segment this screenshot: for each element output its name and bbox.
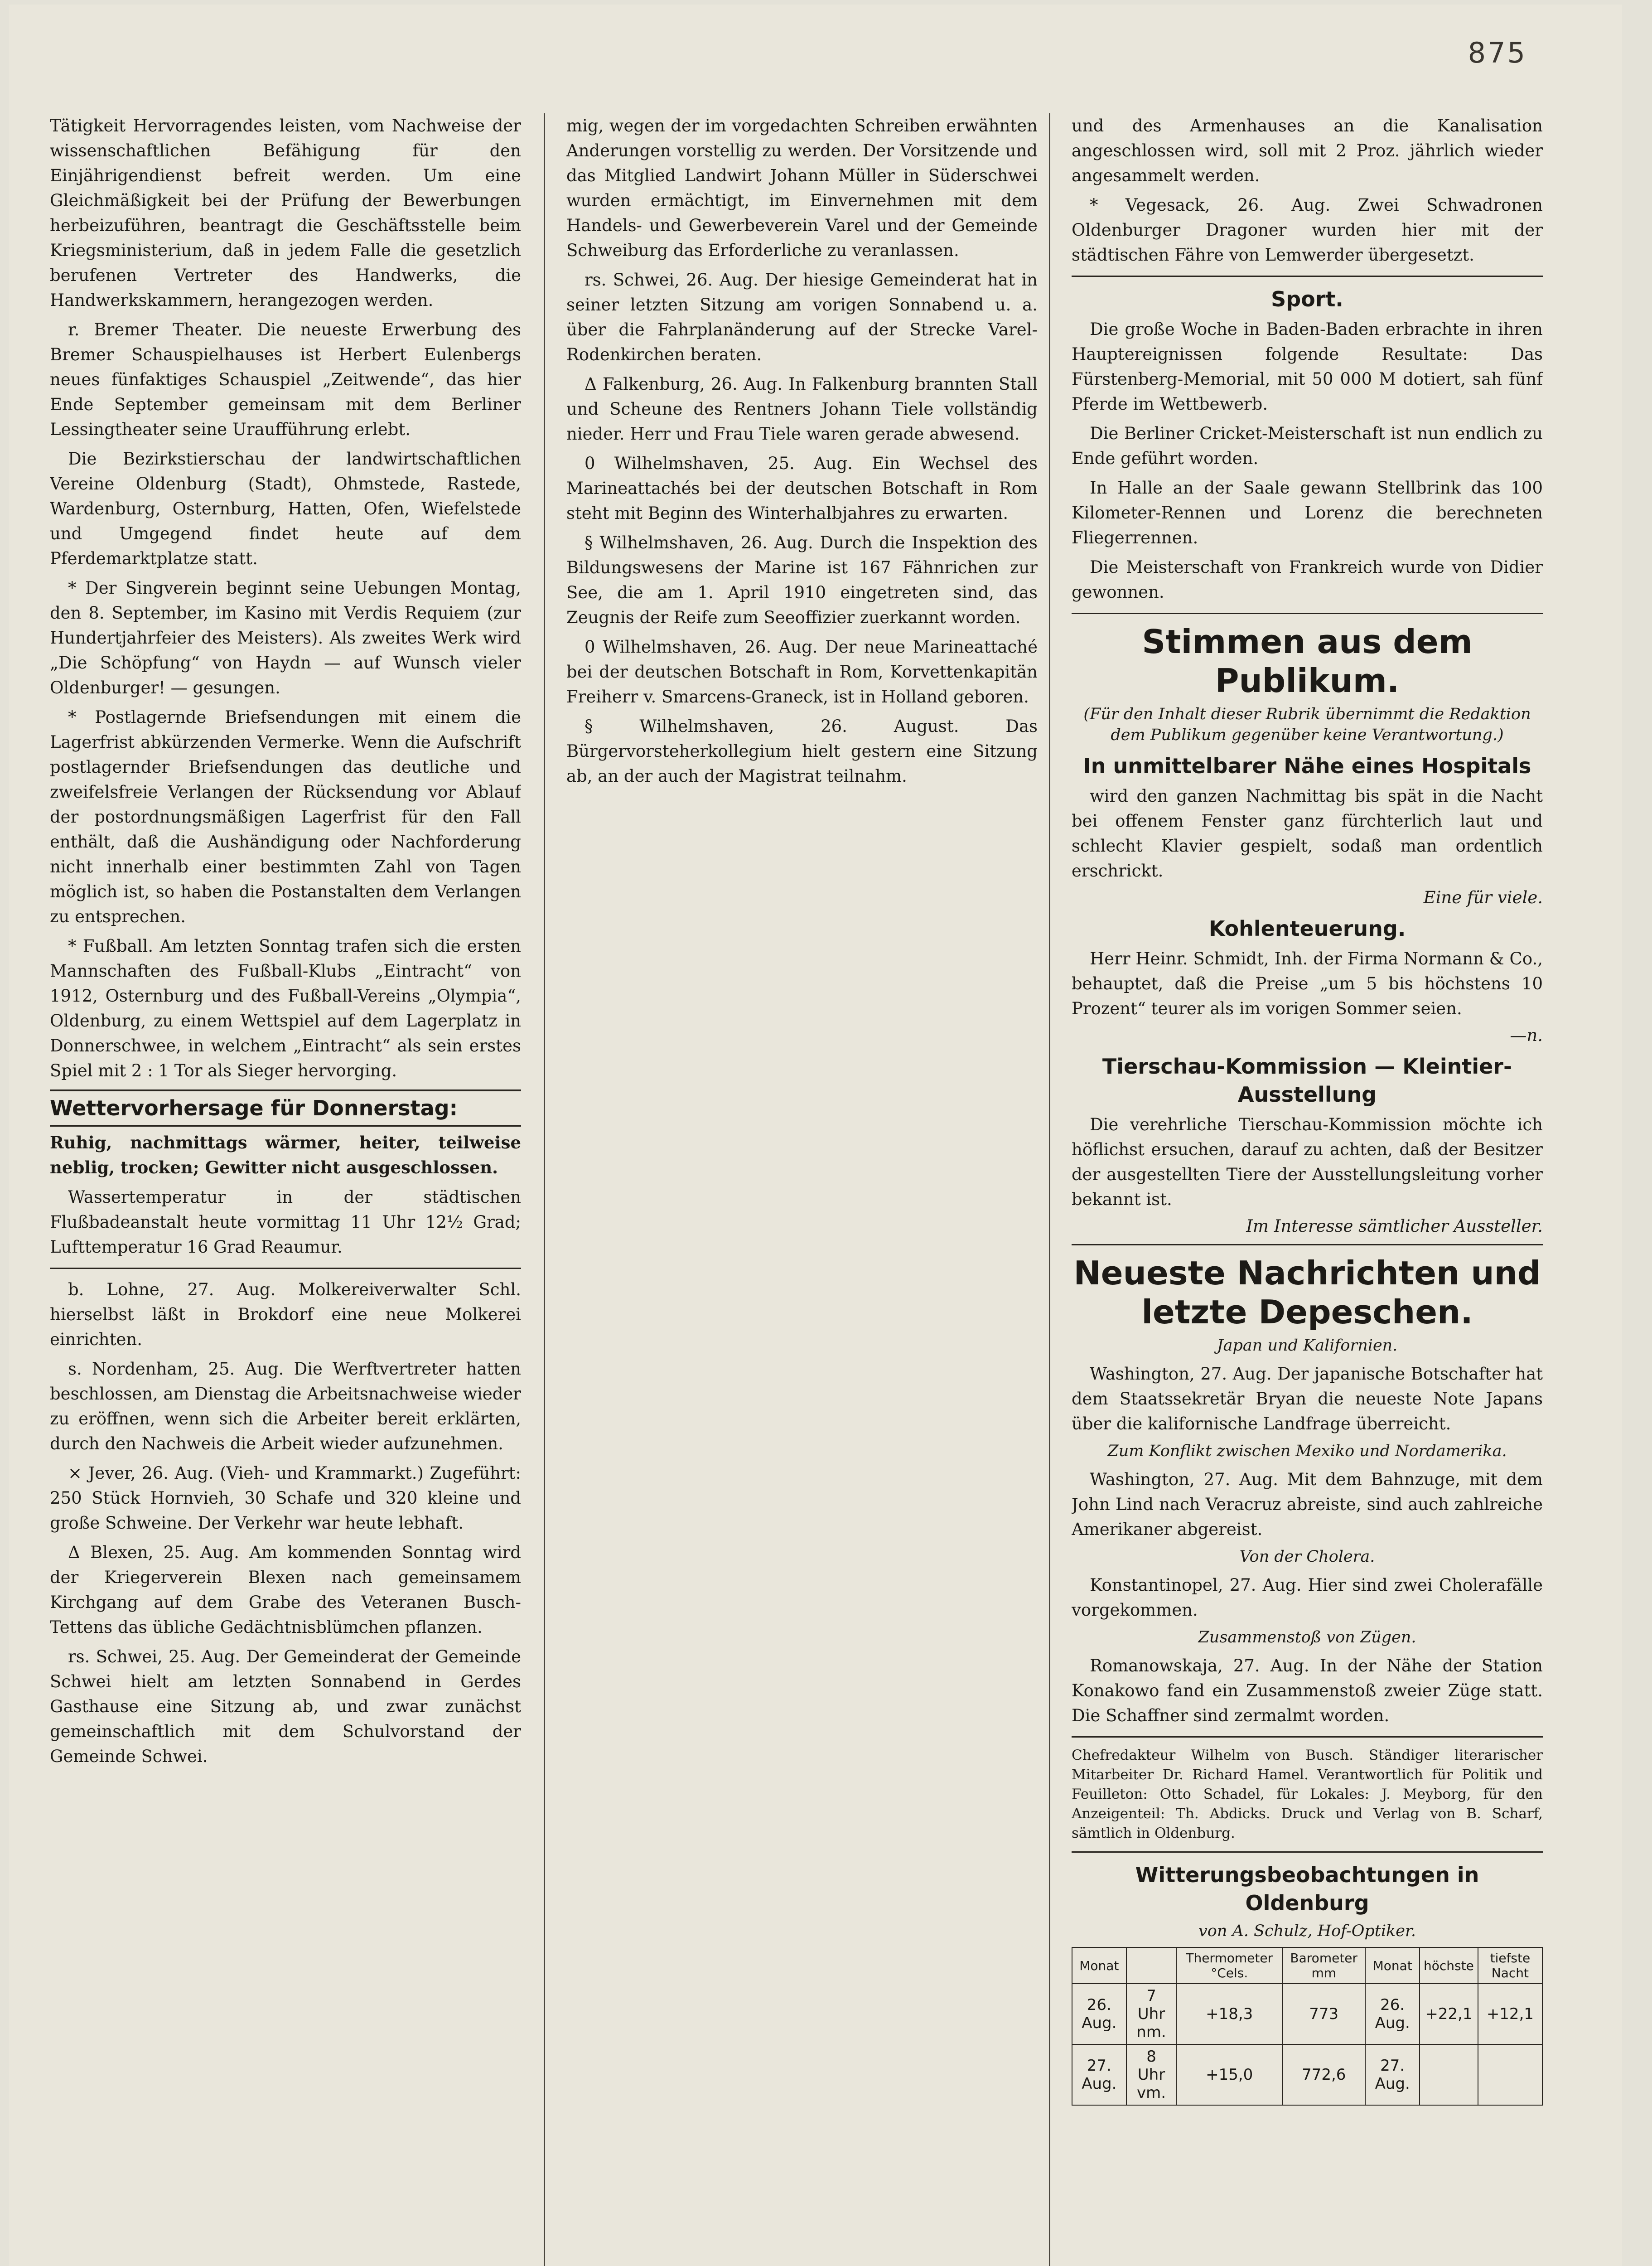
article-jever: × Jever, 26. Aug. (Vieh- und Krammarkt.) Zugeführt: 250 Stück Hornvieh, 30 Schafe und 320 kleine und große Schweine. Der Verkehr war heute lebhaft. xyxy=(50,1463,521,1533)
column-2 xyxy=(566,113,1038,2266)
article-wilhelmshaven-1: 0 Wilhelmshaven, 25. Aug. Ein Wechsel des Marineattachés bei der deutschen Botschaft in Rom steht mit Beginn des Winterhalbjahres zu erwarten. xyxy=(566,454,1038,523)
cholera-subheading: Von der Cholera. xyxy=(1239,1548,1375,1566)
table-cell: +22,1 xyxy=(1420,1984,1478,2044)
weather-observations-heading: Witterungsbeobachtungen in Oldenburg xyxy=(1135,1863,1479,1915)
signature: Eine für viele. xyxy=(1423,888,1543,907)
column-header: tiefste Nacht xyxy=(1478,1947,1542,1984)
zug-subheading: Zusammenstoß von Zügen. xyxy=(1198,1628,1416,1646)
sport-frankreich: Die Meisterschaft von Frankreich wurde von Didier gewonnen. xyxy=(1072,557,1543,602)
sport-baden-baden: Die große Woche in Baden-Baden erbrachte in ihren Hauptereignissen folgende Resultate: Das Fürstenberg-Memorial, mit 50 000 M dotiert, sah fünf Pferde im Wettbewerb. xyxy=(1072,320,1543,414)
article-konstantinopel: Konstantinopel, 27. Aug. Hier sind zwei Cholerafälle vorgekommen. xyxy=(1072,1575,1543,1620)
table-cell xyxy=(1478,2044,1542,2105)
weather-forecast-heading: Wettervorhersage für Donnerstag: xyxy=(50,1089,521,1127)
article-schwei: rs. Schwei, 25. Aug. Der Gemeinderat der Gemeinde Schwei hielt am letzten Sonnabend in Gerdes Gasthause eine Sitzung ab, und zwar zunächst gemeinschaftlich mit dem Schulvorstand der Gemeinde Schwei. xyxy=(50,1647,521,1766)
column-header: Monat xyxy=(1365,1947,1420,1984)
weather-observations-source: von A. Schulz, Hof-Optiker. xyxy=(1198,1922,1416,1940)
article-bremer-theater: r. Bremer Theater. Die neueste Erwerbung des Bremer Schauspielhauses ist Herbert Eulenbergs neues fünfaktiges Schauspiel „Zeitwende“, das hier Ende September gemeinsam mit dem Berliner Lessingtheater seine Uraufführung erlebt. xyxy=(50,320,521,439)
column-rule xyxy=(544,113,545,2266)
article-washington-1: Washington, 27. Aug. Der japanische Botschafter hat dem Staatssekretär Bryan die neueste Note Japans über die kalifornische Landfrage überreicht. xyxy=(1072,1364,1543,1433)
table-cell: +12,1 xyxy=(1478,1984,1542,2044)
article-schwei-gemeinderat: rs. Schwei, 26. Aug. Der hiesige Gemeinderat hat in seiner letzten Sitzung am vorigen Sonnabend u. a. über die Fahrplanänderung auf der Strecke Varel-Rodenkirchen beraten. xyxy=(566,270,1038,364)
article-romanowskaja: Romanowskaja, 27. Aug. In der Nähe der Station Konakowo fand ein Zusammenstoß zweier Züge statt. Die Schaffner sind zermalmt worden. xyxy=(1072,1656,1543,1725)
divider xyxy=(1072,276,1543,277)
sport-halle: In Halle an der Saale gewann Stellbrink das 100 Kilometer-Rennen und Lorenz die berechneten Fliegerrennen. xyxy=(1072,478,1543,547)
article-wilhelmshaven-4: § Wilhelmshaven, 26. August. Das Bürgervorsteherkollegium hielt gestern eine Sitzung ab, an der auch der Magistrat teilnahm. xyxy=(566,717,1038,786)
signature: Im Interesse sämtlicher Aussteller. xyxy=(1246,1216,1543,1236)
tierschau-letter: Die verehrliche Tierschau-Kommission möchte ich höflichst ersuchen, darauf zu achten, daß der Besitzer der ausgestellten Tiere der Ausstellungsleitung vorher bekannt ist. xyxy=(1072,1115,1543,1209)
divider xyxy=(50,1268,521,1269)
table-cell: 27. Aug. xyxy=(1072,2044,1126,2105)
divider xyxy=(1072,1244,1543,1245)
table-cell: 27. Aug. xyxy=(1365,2044,1420,2105)
depeschen-heading: Neueste Nachrichten und letzte Depeschen. xyxy=(1073,1254,1541,1331)
article-text: und des Armenhauses an die Kanalisation angeschlossen wird, soll mit 2 Proz. jährlich wieder angesammelt werden. xyxy=(1072,116,1543,185)
page-number: 875 xyxy=(1468,36,1527,69)
japan-subheading: Japan und Kalifornien. xyxy=(1217,1336,1398,1355)
weather-forecast-text: Ruhig, nachmittags wärmer, heiter, teilweise neblig, trocken; Gewitter nicht ausgeschlossen. xyxy=(50,1133,521,1177)
imprint: Chefredakteur Wilhelm von Busch. Ständiger literarischer Mitarbeiter Dr. Richard Hamel. Verantwortlich für Politik und Feuilleton: Otto Schadel, für Lokales: J. Meyborg, für den Anzeigenteil: Th. Abdicks. Druck und Verlag von B. Scharf, sämtlich in Oldenburg. xyxy=(1072,1747,1543,1841)
table-cell: 773 xyxy=(1282,1984,1365,2044)
article-postlagernde: * Postlagernde Briefsendungen mit einem die Lagerfrist abkürzenden Vermerke. Wenn die Aufschrift postlagernder Briefsendungen das deutliche und zweifelsfreie Verlangen der Rücksendung vor Ablauf der postordnungsmäßigen Lagerfrist für den Fall enthält, daß die Aushändigung oder Nachforderung nicht innerhalb einer bestimmten Zahl von Tagen möglich ist, so haben die Postanstalten dem Verlangen zu entsprechen. xyxy=(50,707,521,926)
mexiko-subheading: Zum Konflikt zwischen Mexiko und Nordamerika. xyxy=(1107,1442,1507,1460)
article-falkenburg: Δ Falkenburg, 26. Aug. In Falkenburg brannten Stall und Scheune des Rentners Johann Tiele vollständig nieder. Herr und Frau Tiele waren gerade abwesend. xyxy=(566,374,1038,444)
newspaper-page xyxy=(9,5,1622,2266)
kohlen-letter: Herr Heinr. Schmidt, Inh. der Firma Normann & Co., behauptet, daß die Preise „um 5 bis höchstens 10 Prozent“ teurer als im vorigen Sommer seien. xyxy=(1072,949,1543,1018)
article-fussball: * Fußball. Am letzten Sonntag trafen sich die ersten Mannschaften des Fußball-Klubs „Eintracht“ von 1912, Osternburg und des Fußball-Vereins „Olympia“, Oldenburg, zu einem Wettspiel auf dem Lagerplatz in Donnerschwee, in welchem „Eintracht“ als sein erstes Spiel mit 2 : 1 Tor als Sieger hervorging. xyxy=(50,936,521,1080)
stimmen-disclaimer: (Für den Inhalt dieser Rubrik übernimmt die Redaktion dem Publikum gegenüber keine Verantwortung.) xyxy=(1083,705,1531,744)
table-cell: 772,6 xyxy=(1282,2044,1365,2105)
weather-observations-table xyxy=(1072,1947,1543,2106)
column-rule xyxy=(1049,113,1050,2266)
table-cell: +18,3 xyxy=(1176,1984,1282,2044)
article-wilhelmshaven-2: § Wilhelmshaven, 26. Aug. Durch die Inspektion des Bildungswesens der Marine ist 167 Fähnrichen zur See, die am 1. April 1910 eingetreten sind, das Zeugnis der Reife zum Seeoffizier zuerkannt worden. xyxy=(566,533,1038,627)
article-text: Tätigkeit Hervorragendes leisten, vom Nachweise der wissenschaftlichen Befähigung für den Einjährigendienst befreit werden. Um eine Gleichmäßigkeit bei der Prüfung der Bewerbungen herbeizuführen, beantragt die Geschäftsstelle beim Kriegsministerium, daß in jedem Falle die gesetzlich berufenen Vertreter des Handwerks, die Handwerkskammern, herangezogen werden. xyxy=(50,116,521,310)
article-singverein: * Der Singverein beginnt seine Uebungen Montag, den 8. September, im Kasino mit Verdis Requiem (zur Hundertjahrfeier des Meisters). Als zweites Werk wird „Die Schöpfung“ von Haydn — auf Wunsch vieler Oldenburger! — gesungen. xyxy=(50,578,521,697)
water-temperature: Wassertemperatur in der städtischen Flußbadeanstalt heute vormittag 11 Uhr 12½ Grad; Lufttemperatur 16 Grad Reaumur. xyxy=(50,1187,521,1257)
article-tierschau: Die Bezirkstierschau der landwirtschaftlichen Vereine Oldenburg (Stadt), Ohmstede, Rastede, Wardenburg, Osternburg, Hatten, Ofen, Wiefelstede und Umgegend findet heute auf dem Pferdemarktplatze statt. xyxy=(50,449,521,568)
column-1 xyxy=(50,113,521,2266)
tierschau-heading: Tierschau-Kommission — Kleintier-Ausstellung xyxy=(1102,1054,1512,1107)
hospital-heading: In unmittelbarer Nähe eines Hospitals xyxy=(1083,754,1531,778)
divider xyxy=(1072,1736,1543,1738)
table-row xyxy=(1072,1984,1542,2044)
table-cell: +15,0 xyxy=(1176,2044,1282,2105)
table-cell: 8 Uhr vm. xyxy=(1126,2044,1177,2105)
table-cell: 26. Aug. xyxy=(1072,1984,1126,2044)
article-vegesack: * Vegesack, 26. Aug. Zwei Schwadronen Oldenburger Dragoner wurden hier mit der städtischen Fähre von Lemwerder übergesetzt. xyxy=(1072,195,1543,265)
column-header: Barometer mm xyxy=(1282,1947,1365,1984)
article-lohne: b. Lohne, 27. Aug. Molkereiverwalter Schl. hierselbst läßt in Brokdorf eine neue Molkerei einrichten. xyxy=(50,1280,521,1349)
table-row xyxy=(1072,2044,1542,2105)
hospital-letter: wird den ganzen Nachmittag bis spät in die Nacht bei offenem Fenster ganz fürchterlich laut und schlecht Klavier gespielt, sodaß man ordentlich erschrickt. xyxy=(1072,786,1543,881)
table-cell: 7 Uhr nm. xyxy=(1126,1984,1177,2044)
article-nordenham: s. Nordenham, 25. Aug. Die Werftvertreter hatten beschlossen, am Dienstag die Arbeitsnachweise wieder zu eröffnen, wenn sich die Arbeiter bereit erklärten, durch den Nachweis die Arbeit wieder aufzunehmen. xyxy=(50,1359,521,1453)
divider xyxy=(1072,613,1543,614)
column-header: Thermometer °Cels. xyxy=(1176,1947,1282,1984)
article-wilhelmshaven-3: 0 Wilhelmshaven, 26. Aug. Der neue Marineattaché bei der deutschen Botschaft in Rom, Korvettenkapitän Freiherr v. Smarcens-Graneck, ist in Holland geboren. xyxy=(566,637,1038,707)
stimmen-heading: Stimmen aus dem Publikum. xyxy=(1142,623,1473,700)
column-3 xyxy=(1072,113,1543,2266)
article-text: mig, wegen der im vorgedachten Schreiben erwähnten Anderungen vorstellig zu werden. Der Vorsitzende und das Mitglied Landwirt Johann Müller in Süderschwei wurden ermächtigt, im Einvernehmen mit dem Handels- und Gewerbeverein Varel und der Gemeinde Schweiburg das Erforderliche zu veranlassen. xyxy=(566,116,1038,260)
divider xyxy=(1072,1851,1543,1853)
table-header-row xyxy=(1072,1947,1542,1984)
article-blexen: Δ Blexen, 25. Aug. Am kommenden Sonntag wird der Kriegerverein Blexen nach gemeinsamem Kirchgang auf dem Grabe des Veteranen Busch-Tettens das übliche Gedächtnisblümchen pflanzen. xyxy=(50,1543,521,1637)
signature: —n. xyxy=(1510,1026,1543,1045)
table-cell: 26. Aug. xyxy=(1365,1984,1420,2044)
column-header xyxy=(1126,1947,1177,1984)
article-washington-2: Washington, 27. Aug. Mit dem Bahnzuge, mit dem John Lind nach Veracruz abreiste, sind auch zahlreiche Amerikaner abgereist. xyxy=(1072,1470,1543,1539)
sport-heading: Sport. xyxy=(1271,287,1343,311)
column-header: Monat xyxy=(1072,1947,1126,1984)
kohlen-heading: Kohlenteuerung. xyxy=(1208,916,1406,941)
table-cell xyxy=(1420,2044,1478,2105)
sport-cricket: Die Berliner Cricket-Meisterschaft ist nun endlich zu Ende geführt worden. xyxy=(1072,424,1543,468)
column-header: höchste xyxy=(1420,1947,1478,1984)
